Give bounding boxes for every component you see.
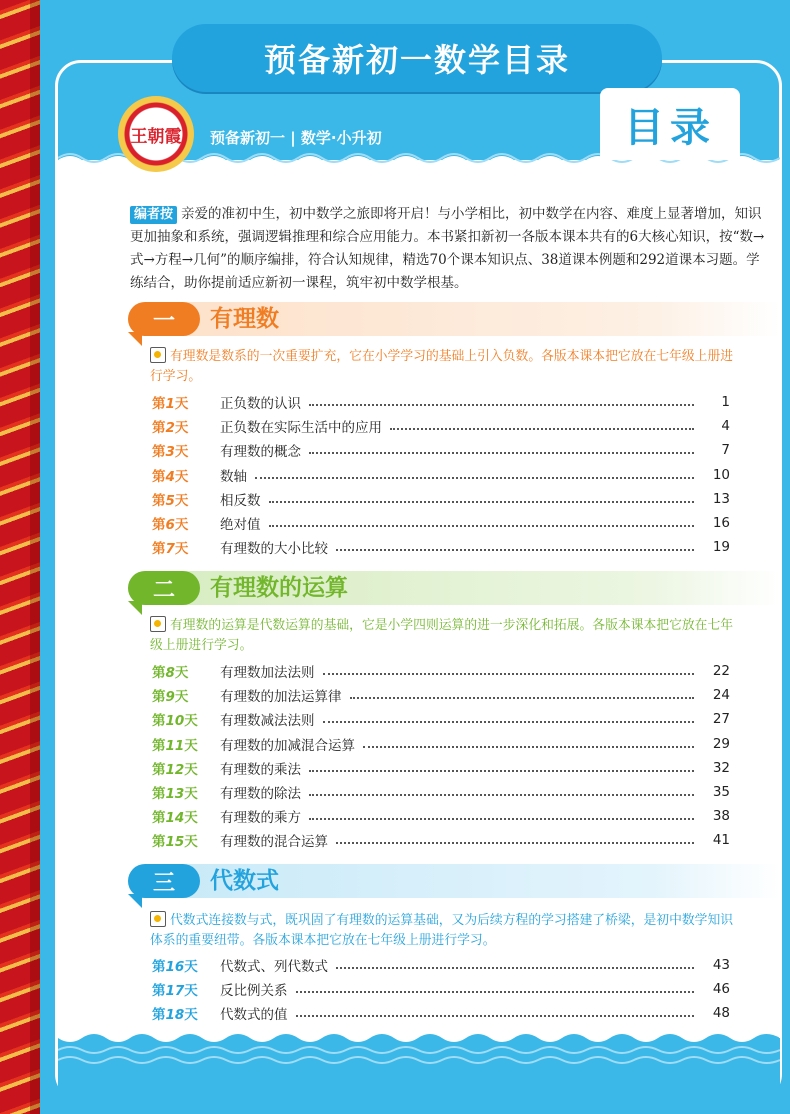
toc-row[interactable] <box>152 781 730 803</box>
toc-row[interactable] <box>152 954 730 976</box>
toc-day-label <box>152 830 220 850</box>
toc-row[interactable] <box>152 439 730 461</box>
toc-day-suffix: 天 <box>184 834 198 851</box>
toc-leader-dots <box>390 428 694 430</box>
toc-day-suffix: 天 <box>174 468 189 485</box>
toc-row[interactable] <box>152 415 730 437</box>
toc-leader-dots <box>336 967 694 969</box>
toc-day-suffix: 天 <box>174 689 189 706</box>
toc-row[interactable] <box>152 978 730 1000</box>
toc-day-prefix: 第 <box>152 834 166 851</box>
toc-leader-dots <box>309 404 694 406</box>
logo-text: 王朝霞 <box>130 126 182 147</box>
toc-row[interactable] <box>152 391 730 413</box>
toc-day-label <box>152 709 220 729</box>
toc-entry-title: 正负数在实际生活中的应用 <box>220 420 382 437</box>
section-note-text: 代数式连接数与式，既巩固了有理数的运算基础，又为后续方程的学习搭建了桥梁，是初中数学知识体系的重要纽带。各版本课本把它放在七年级上册进行学习。 <box>150 913 734 948</box>
toc-day-prefix: 第 <box>152 983 166 1000</box>
toc-day-suffix: 天 <box>174 396 189 412</box>
toc-entry-title: 相反数 <box>220 492 261 509</box>
toc-row[interactable] <box>152 464 730 486</box>
toc-day-number: 7 <box>165 541 175 558</box>
toc-day-prefix: 第 <box>152 517 166 533</box>
section-note-text: 有理数的运算是代数运算的基础，它是小学四则运算的进一步深化和拓展。各版本课本把它放在七年级上册进行学习。 <box>150 618 734 653</box>
toc-entry-title: 有理数的大小比较 <box>220 541 328 558</box>
toc-day-label <box>152 955 220 975</box>
section-number: 三 <box>128 864 200 898</box>
toc-row[interactable] <box>152 536 730 558</box>
toc-day-prefix: 第 <box>152 959 166 975</box>
section-number: 二 <box>128 571 200 605</box>
section-note <box>150 911 735 951</box>
page-title: 预备新初一数学目录 <box>263 41 570 79</box>
section-number: 一 <box>128 302 200 336</box>
toc-leader-dots <box>255 477 694 479</box>
toc-day-number: 10 <box>165 713 185 730</box>
ribbon-shade <box>30 0 40 1114</box>
toc-row[interactable] <box>152 805 730 827</box>
toc-page-number: 43 <box>712 957 730 973</box>
page-title-banner <box>172 24 662 92</box>
toc-day-prefix: 第 <box>152 1007 166 1024</box>
toc-day-suffix: 天 <box>174 665 189 681</box>
toc-day-prefix: 第 <box>152 713 166 730</box>
toc-entry-title: 有理数的混合运算 <box>220 834 328 851</box>
toc-entry-title: 反比例关系 <box>220 983 288 1000</box>
toc-day-label <box>152 734 220 754</box>
toc-day-label <box>152 513 220 533</box>
toc-row[interactable] <box>152 708 730 730</box>
toc-entry-title: 有理数的加减混合运算 <box>220 737 355 754</box>
toc-day-suffix: 天 <box>184 959 198 975</box>
lightbulb-icon <box>150 616 166 632</box>
toc-leader-dots <box>336 842 694 844</box>
editor-note <box>130 203 770 295</box>
toc-page-number: 29 <box>712 735 730 752</box>
toc-page-number: 16 <box>712 515 730 531</box>
toc-leader-dots <box>336 549 694 551</box>
toc-entry-title: 数轴 <box>220 468 247 485</box>
toc-day-label <box>152 661 220 681</box>
toc-day-label <box>152 416 220 436</box>
toc-page-number: 41 <box>712 832 730 849</box>
toc-day-label <box>152 782 220 802</box>
toc-day-prefix: 第 <box>152 665 166 681</box>
toc-day-suffix: 天 <box>184 786 198 802</box>
contents-badge-label: 目录 <box>624 104 716 151</box>
toc-leader-dots <box>350 697 695 699</box>
toc-entry-title: 有理数的加法运算律 <box>220 689 342 706</box>
toc-leader-dots <box>296 1015 695 1017</box>
toc-day-number: 17 <box>165 983 185 1000</box>
toc-day-suffix: 天 <box>184 810 198 827</box>
toc-day-prefix: 第 <box>152 810 166 827</box>
toc-day-prefix: 第 <box>152 541 166 558</box>
toc-page-number: 22 <box>712 663 730 679</box>
section-title: 有理数的运算 <box>210 575 348 601</box>
toc-day-number: 12 <box>165 761 185 778</box>
toc-leader-dots <box>323 721 695 723</box>
toc-day-suffix: 天 <box>184 983 198 1000</box>
toc-day-number: 4 <box>165 468 175 485</box>
toc-page-number: 24 <box>712 687 730 704</box>
toc-leader-dots <box>323 673 695 675</box>
header-subtitle: 预备新初一 | 数学·小升初 <box>210 129 382 147</box>
toc-leader-dots <box>296 991 695 993</box>
toc-page-number: 7 <box>721 442 730 459</box>
toc-entry-title: 有理数加法法则 <box>220 665 315 681</box>
toc-row[interactable] <box>152 1002 730 1024</box>
toc-row[interactable] <box>152 488 730 510</box>
section-note <box>150 616 735 656</box>
toc-day-label <box>152 392 220 412</box>
toc-page-number: 4 <box>721 418 730 435</box>
toc-page-number: 27 <box>712 711 730 728</box>
editor-note-text: 亲爱的准初中生，初中数学之旅即将开启！与小学相比，初中数学在内容、难度上显著增加，知识更加抽象和系统，强调逻辑推理和综合应用能力。本书紧扣新初一各版本课本共有的6大核心知识，按“数→式→方程→几何”的顺序编排，符合认知规律，精选70个课本知识点、38道课本例题和292道课本习题。学练结合，助你提前适应新初一课程，筑牢初中数学根基。 <box>130 206 765 291</box>
toc-page-number: 38 <box>712 808 730 825</box>
toc-row[interactable] <box>152 684 730 706</box>
toc-row[interactable] <box>152 757 730 779</box>
toc-leader-dots <box>309 818 694 820</box>
toc-row[interactable] <box>152 512 730 534</box>
section-note-text: 有理数是数系的一次重要扩充，它在小学学习的基础上引入负数。各版本课本把它放在七年级上册进行学习。 <box>150 349 734 384</box>
toc-day-suffix: 天 <box>174 517 189 533</box>
toc-day-number: 6 <box>165 517 175 533</box>
toc-day-number: 5 <box>165 492 175 509</box>
toc-day-suffix: 天 <box>184 1007 198 1024</box>
toc-row[interactable] <box>152 829 730 851</box>
section-title: 有理数 <box>210 306 279 332</box>
toc-day-prefix: 第 <box>152 444 166 461</box>
toc-day-suffix: 天 <box>184 713 198 730</box>
toc-day-number: 13 <box>165 786 185 802</box>
toc-day-suffix: 天 <box>174 420 189 437</box>
toc-page-number: 32 <box>712 759 730 776</box>
toc-entry-title: 有理数减法法则 <box>220 713 315 730</box>
section-title: 代数式 <box>210 868 279 894</box>
brand-logo-seal <box>118 96 194 172</box>
toc-entry-title: 有理数的乘方 <box>220 810 301 827</box>
toc-page-number: 48 <box>712 1005 730 1022</box>
toc-leader-dots <box>269 501 695 503</box>
toc-day-number: 15 <box>165 834 185 851</box>
section-note <box>150 347 735 387</box>
toc-day-suffix: 天 <box>174 492 189 509</box>
toc-page-number: 10 <box>712 466 730 483</box>
toc-entry-title: 有理数的概念 <box>220 444 301 461</box>
toc-day-number: 14 <box>165 810 185 827</box>
lightbulb-icon <box>150 347 166 363</box>
toc-day-label <box>152 979 220 999</box>
toc-day-label <box>152 685 220 705</box>
toc-day-number: 8 <box>165 665 175 681</box>
toc-day-number: 1 <box>165 396 175 412</box>
toc-day-number: 9 <box>165 689 175 706</box>
toc-day-number: 2 <box>165 420 175 437</box>
toc-day-label <box>152 489 220 509</box>
section-header <box>128 864 780 898</box>
toc-page-number: 46 <box>712 981 730 998</box>
toc-day-label <box>152 758 220 778</box>
toc-day-suffix: 天 <box>174 444 189 461</box>
toc-leader-dots <box>309 452 694 454</box>
toc-day-prefix: 第 <box>152 396 166 412</box>
toc-entry-title: 绝对值 <box>220 517 261 533</box>
toc-day-label <box>152 440 220 460</box>
toc-day-number: 16 <box>165 959 185 975</box>
toc-entry-title: 有理数的除法 <box>220 786 301 802</box>
toc-day-label <box>152 465 220 485</box>
lightbulb-icon <box>150 911 166 927</box>
toc-entry-title: 正负数的认识 <box>220 396 301 412</box>
toc-leader-dots <box>363 746 694 748</box>
toc-day-prefix: 第 <box>152 786 166 802</box>
toc-day-prefix: 第 <box>152 761 166 778</box>
section-header <box>128 302 780 336</box>
contents-badge <box>600 88 740 160</box>
toc-day-number: 18 <box>165 1007 185 1024</box>
section-header <box>128 571 780 605</box>
toc-entry-title: 代数式的值 <box>220 1007 288 1024</box>
toc-day-prefix: 第 <box>152 689 166 706</box>
toc-leader-dots <box>309 794 694 796</box>
toc-day-label <box>152 537 220 557</box>
toc-leader-dots <box>269 525 695 527</box>
toc-entry-title: 代数式、列代数式 <box>220 959 328 975</box>
toc-leader-dots <box>309 770 694 772</box>
toc-day-number: 3 <box>165 444 175 461</box>
toc-day-suffix: 天 <box>174 541 189 558</box>
toc-row[interactable] <box>152 733 730 755</box>
toc-day-prefix: 第 <box>152 468 166 485</box>
toc-day-number: 11 <box>165 737 185 754</box>
toc-entry-title: 有理数的乘法 <box>220 761 301 778</box>
toc-day-prefix: 第 <box>152 737 166 754</box>
editor-note-tag: 编者按 <box>130 206 177 224</box>
toc-page-number: 35 <box>712 784 730 800</box>
toc-day-suffix: 天 <box>184 761 198 778</box>
bottom-wave-divider <box>58 1020 780 1100</box>
toc-row[interactable] <box>152 660 730 682</box>
toc-day-prefix: 第 <box>152 420 166 437</box>
toc-page-number: 1 <box>721 394 730 410</box>
toc-day-suffix: 天 <box>184 737 198 754</box>
toc-day-label <box>152 806 220 826</box>
toc-day-prefix: 第 <box>152 492 166 509</box>
toc-page-number: 19 <box>712 539 730 556</box>
toc-page-number: 13 <box>712 490 730 507</box>
toc-day-label <box>152 1003 220 1023</box>
